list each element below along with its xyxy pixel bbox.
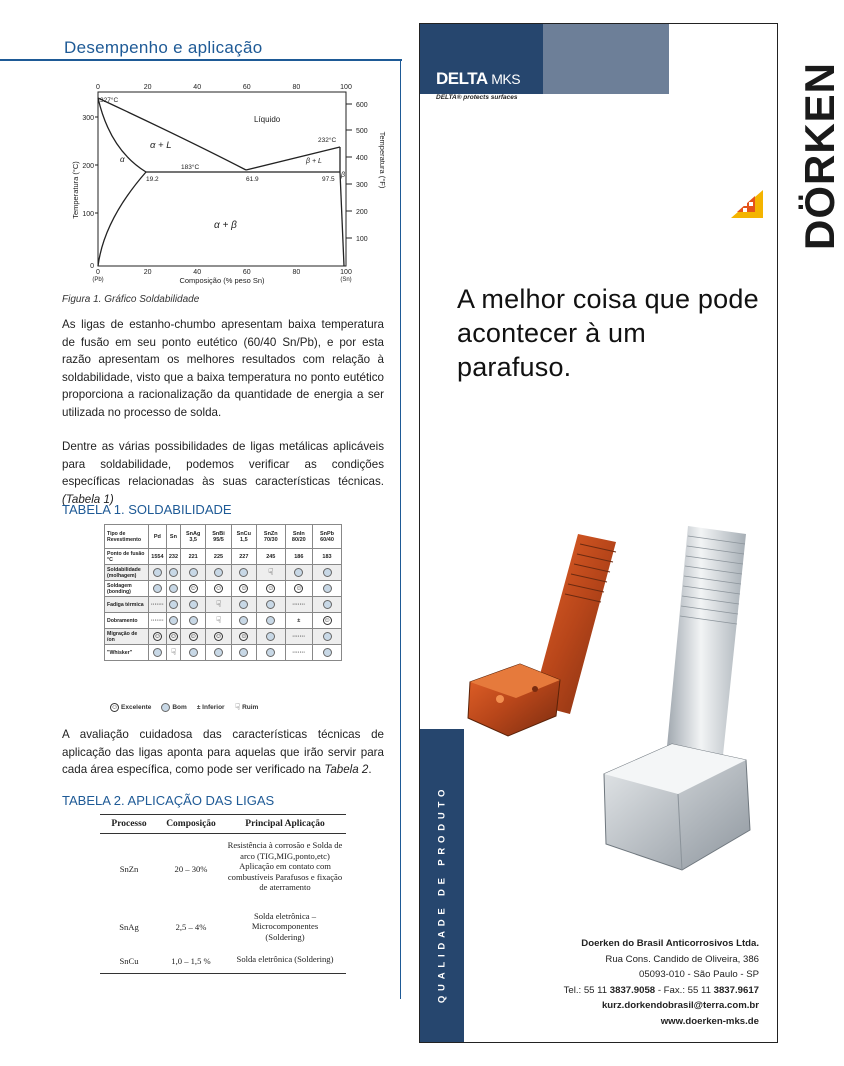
rating-bom — [149, 565, 167, 581]
table-row — [105, 629, 342, 645]
dorken-logo-icon — [731, 190, 763, 218]
table-1-body — [105, 549, 342, 661]
rating-excelente — [231, 581, 256, 597]
cell-value: 183 — [313, 549, 342, 565]
circle-icon — [153, 568, 162, 577]
rusty-bolt — [468, 534, 616, 736]
circle-icon — [161, 703, 170, 712]
circle-icon — [189, 616, 198, 625]
rating-excelente — [231, 629, 256, 645]
thumbs-down-icon: ☟ — [234, 702, 241, 712]
cell-processo: SnZn — [119, 864, 139, 874]
header-composicao: Composição — [158, 815, 224, 834]
header-cell: SnPb 60/40 — [313, 525, 342, 549]
left-tick: 200 — [82, 163, 94, 170]
rating-excelente — [313, 613, 342, 629]
brand-tagline: DELTA® protects surfaces — [436, 94, 518, 101]
label-alpha-l: α + L — [150, 140, 172, 151]
side-bar-text: QUALIDADE DE PRODUTO — [436, 784, 448, 1004]
rating-bom — [313, 565, 342, 581]
top-axis — [96, 84, 352, 91]
x-axis-label: Composição (% peso Sn) — [179, 276, 265, 285]
contact-block — [564, 936, 759, 1030]
column-divider — [400, 59, 401, 999]
y-axis-label-right: Temperatura (°F) — [378, 131, 387, 189]
website-link[interactable]: www.doerken-mks.de — [660, 1015, 759, 1027]
top-tick: 100 — [340, 84, 352, 91]
label-19-2: 19.2 — [146, 176, 159, 183]
thumbs-down-icon: ☟ — [268, 567, 274, 577]
table-row — [100, 834, 346, 905]
cell-value: 186 — [285, 549, 312, 565]
rating-na — [285, 629, 312, 645]
figure-caption: Figura 1. Gráfico Soldabilidade — [62, 294, 200, 305]
table-row — [105, 645, 342, 661]
header-cell: SnAg 3,5 — [181, 525, 206, 549]
solvus-right — [340, 172, 344, 266]
circle-icon — [239, 568, 248, 577]
cell-composicao: 2,5 – 4% — [175, 922, 207, 932]
rating-na — [285, 645, 312, 661]
tel-number: 3837.9058 — [609, 984, 656, 996]
circle-icon — [266, 600, 275, 609]
legend-ruim — [235, 702, 259, 713]
phone-line — [564, 983, 759, 999]
table-1-header — [105, 525, 342, 549]
legend-label: ± Inferior — [196, 704, 225, 711]
smile-icon: ☺ — [111, 704, 119, 711]
rating-ruim — [166, 645, 180, 661]
table-row — [105, 597, 342, 613]
rating-bom — [313, 645, 342, 661]
rating-bom — [181, 597, 206, 613]
right-tick: 200 — [356, 209, 368, 216]
legend-excelente — [110, 703, 151, 712]
cell-value: 221 — [181, 549, 206, 565]
left-tick: 100 — [82, 211, 94, 218]
rating-ruim — [206, 613, 231, 629]
rating-bom — [231, 645, 256, 661]
rating-excelente — [256, 581, 285, 597]
rating-excelente — [206, 629, 231, 645]
bolts-image — [420, 504, 777, 924]
smile-icon: ☺ — [189, 633, 197, 640]
rating-bom — [256, 629, 285, 645]
circle-icon — [214, 648, 223, 657]
row-label: Ponto de fusão °C — [105, 549, 149, 565]
legend-label: Ruim — [242, 704, 259, 711]
table-row — [105, 581, 342, 597]
bottom-tick: 60 — [242, 269, 251, 276]
legend-bom — [161, 703, 186, 712]
rating-bom — [166, 581, 180, 597]
label-232: 232°C — [318, 137, 337, 144]
bottom-tick: 40 — [193, 269, 202, 276]
rating-bom — [313, 597, 342, 613]
cell-composicao: 1,0 – 1,5 % — [158, 950, 224, 973]
rating-bom — [181, 645, 206, 661]
tel-prefix: Tel.: 55 11 — [563, 984, 610, 996]
circle-icon — [323, 568, 332, 577]
right-axis — [346, 102, 368, 243]
band-slate — [543, 24, 669, 94]
rating-bom — [231, 565, 256, 581]
circle-icon — [153, 648, 162, 657]
circle-icon — [189, 648, 198, 657]
right-tick: 300 — [356, 182, 368, 189]
right-tick: 400 — [356, 155, 368, 162]
bottom-tick: 100 — [340, 269, 352, 276]
dash-icon: ······· — [151, 617, 164, 624]
table-2-title: TABELA 2. APLICAÇÃO DAS LIGAS — [62, 793, 275, 808]
rating-bom — [149, 645, 167, 661]
bottom-axis — [92, 269, 352, 285]
paragraph-2-ref: (Tabela 1) — [62, 492, 114, 506]
title-rule — [0, 59, 402, 61]
row-label: "Whisker" — [105, 645, 149, 661]
rating-bom — [181, 613, 206, 629]
top-tick: 40 — [193, 84, 202, 91]
circle-icon — [323, 648, 332, 657]
cell-aplicacao: Solda eletrônica (Soldering) — [224, 950, 346, 973]
label-beta: β — [341, 172, 345, 179]
paragraph-3-text: A avaliação cuidadosa das características técnicas de aplicação das ligas aponta para aquelas que irão servir para cada área específica, como pode ser verificado na — [62, 728, 384, 777]
right-tick: 100 — [356, 236, 368, 243]
smile-icon: ☺ — [267, 585, 275, 592]
rating-bom — [149, 581, 167, 597]
label-61-9: 61.9 — [246, 176, 259, 183]
legend-label: Bom — [172, 704, 187, 711]
brand-mks: MKS — [491, 71, 521, 87]
cell-processo: SnAg — [119, 922, 139, 932]
header-processo: Processo — [100, 815, 158, 834]
table-row — [105, 549, 342, 565]
rating-bom — [166, 565, 180, 581]
label-327: 327°C — [100, 97, 119, 104]
label-97-5: 97.5 — [322, 176, 335, 183]
dash-icon: ······· — [292, 633, 306, 640]
cell-value: 227 — [231, 549, 256, 565]
cell-value: 232 — [166, 549, 180, 565]
table-row — [105, 613, 342, 629]
solvus-left — [98, 172, 146, 266]
smile-icon: ☺ — [169, 633, 178, 640]
dash-icon: ······· — [151, 601, 164, 608]
bottom-end-label: (Sn) — [340, 277, 352, 283]
dorken-box — [669, 24, 777, 254]
left-axis — [82, 115, 98, 270]
rating-ruim — [206, 597, 231, 613]
rating-excelente — [206, 581, 231, 597]
rating-excelente — [149, 629, 167, 645]
table-2-header — [100, 815, 346, 834]
circle-icon — [239, 616, 248, 625]
smile-icon: ☺ — [189, 585, 197, 592]
bottom-tick: 80 — [292, 269, 301, 276]
circle-icon — [189, 568, 198, 577]
cell-value: ± — [285, 613, 312, 629]
rating-bom — [181, 565, 206, 581]
paragraph-3 — [62, 726, 384, 779]
thumbs-down-icon: ☟ — [215, 599, 222, 609]
dash-icon: ······· — [292, 649, 306, 656]
silver-bolt — [604, 526, 750, 870]
cell-value: 1554 — [149, 549, 167, 565]
smile-icon: ☺ — [295, 585, 303, 592]
bottom-tick: 20 — [143, 269, 152, 276]
left-tick: 0 — [90, 263, 94, 270]
rating-bom — [285, 565, 312, 581]
top-tick: 20 — [143, 84, 152, 91]
circle-icon — [323, 632, 332, 641]
header-cell: SnBi 95/5 — [206, 525, 231, 549]
paragraph-3-ref: Tabela 2 — [324, 763, 369, 777]
circle-icon — [169, 616, 178, 625]
rating-bom — [256, 645, 285, 661]
table-soldabilidade — [104, 524, 342, 661]
rating-bom — [231, 613, 256, 629]
address-line-2: 05093-010 - São Paulo - SP — [638, 969, 759, 981]
paragraph-2 — [62, 438, 384, 508]
label-beta-l: β + L — [306, 158, 322, 165]
row-label: Soldabilidade (molhagem) — [105, 565, 149, 581]
rating-bom — [166, 597, 180, 613]
circle-icon — [239, 648, 248, 657]
circle-icon — [266, 616, 275, 625]
header-aplicacao: Principal Aplicação — [224, 815, 346, 834]
email-link[interactable]: kurz.dorkendobrasil@terra.com.br — [601, 1000, 759, 1012]
label-183: 183°C — [181, 164, 200, 171]
label-alpha-beta: α + β — [214, 220, 237, 231]
circle-icon — [153, 584, 162, 593]
rating-ruim — [256, 565, 285, 581]
circle-icon — [266, 632, 275, 641]
smile-icon: ☺ — [240, 585, 248, 592]
rating-excelente — [285, 581, 312, 597]
header-cell: SnCu 1,5 — [231, 525, 256, 549]
table-1-legend — [110, 702, 258, 713]
label-liquido: Líquido — [254, 115, 281, 124]
rating-bom — [166, 613, 180, 629]
legend-inferior — [197, 704, 225, 711]
circle-icon — [189, 600, 198, 609]
right-tick: 600 — [356, 102, 368, 109]
header-cell: Sn — [166, 525, 180, 549]
circle-icon — [214, 568, 223, 577]
right-tick: 500 — [356, 128, 368, 135]
table-row — [100, 950, 346, 973]
rating-excelente — [181, 629, 206, 645]
header-cell: SnIn 80/20 — [285, 525, 312, 549]
legend-label: Excelente — [121, 704, 152, 711]
top-tick: 80 — [292, 84, 301, 91]
rating-bom — [313, 581, 342, 597]
row-label: Migração de íon — [105, 629, 149, 645]
label-alpha: α — [120, 155, 125, 164]
table-1-title: TABELA 1. SOLDABILIDADE — [62, 502, 232, 517]
rating-bom — [206, 645, 231, 661]
cell-value: 245 — [256, 549, 285, 565]
circle-icon — [323, 600, 332, 609]
phase-diagram — [68, 80, 388, 290]
header-cell: SnZn 70/30 — [256, 525, 285, 549]
smile-icon: ☺ — [215, 633, 223, 640]
table-row — [105, 565, 342, 581]
paragraph-1: As ligas de estanho-chumbo apresentam baixa temperatura de fusão em seu ponto eutético (60/40 Sn/Pb), e por esta razão apresentam os melhores resultados com relação à soldabilidade, visto que a baixa temperatura no ponto eutético proporciona a racionalização da quantidade de energia a ser utilizada no processo de solda. — [62, 318, 384, 419]
rating-excelente — [166, 629, 180, 645]
circle-icon — [266, 648, 275, 657]
circle-icon — [294, 568, 303, 577]
header-cell: Tipo de Revestimento — [105, 525, 149, 549]
smile-icon: ☺ — [153, 633, 162, 640]
rating-bom — [231, 597, 256, 613]
thumbs-down-icon: ☟ — [215, 615, 222, 625]
row-label: Dobramento — [105, 613, 149, 629]
paragraph-3-end: . — [368, 763, 372, 777]
left-tick: 300 — [82, 115, 94, 122]
thumbs-down-icon: ☟ — [170, 647, 177, 657]
row-label: Fadiga térmica — [105, 597, 149, 613]
rating-bom — [256, 613, 285, 629]
cell-aplicacao: Resistência à corrosão e Solda de arco (TIG,MIG,ponto,etc) Aplicação em contato com combustíveis Parafusos e fixação de aterramento — [227, 840, 343, 892]
rating-excelente — [181, 581, 206, 597]
section-title: Desempenho e aplicação — [64, 38, 263, 57]
company-name: Doerken do Brasil Anticorrosivos Ltda. — [581, 938, 759, 949]
smile-icon: ☺ — [323, 617, 331, 624]
brand-delta: DELTA — [436, 69, 488, 88]
address-line-1: Rua Cons. Candido de Oliveira, 386 — [605, 953, 759, 965]
cell-value: 225 — [206, 549, 231, 565]
y-axis-label-left: Temperatura (°C) — [71, 161, 80, 219]
row-label: Soldagem (bonding) — [105, 581, 149, 597]
circle-icon — [239, 600, 248, 609]
rating-na — [149, 597, 167, 613]
smile-icon: ☺ — [215, 585, 223, 592]
rating-bom — [313, 629, 342, 645]
table-row — [100, 905, 346, 951]
cell-composicao: 20 – 30% — [174, 864, 208, 874]
rating-bom — [206, 565, 231, 581]
delta-mks-logo — [436, 69, 520, 89]
rating-bom — [256, 597, 285, 613]
cell-aplicacao: Solda eletrônica – Microcomponentes (Soldering) — [251, 910, 319, 942]
rating-na — [285, 597, 312, 613]
rating-na — [149, 613, 167, 629]
dash-icon: ······· — [292, 601, 306, 608]
header-cell: Pd — [149, 525, 167, 549]
cell-processo: SnCu — [100, 950, 158, 973]
top-tick: 60 — [242, 84, 251, 91]
liquidus-right — [246, 147, 340, 170]
circle-icon — [169, 568, 178, 577]
table-aplicacao — [100, 814, 346, 974]
fax-prefix: - Fax.: 55 11 — [655, 984, 714, 996]
bottom-end-label: (Pb) — [92, 277, 104, 283]
ad-headline: A melhor coisa que pode acontecer à um parafuso. — [457, 284, 759, 382]
advertisement — [419, 23, 844, 1043]
paragraph-2-text: Dentre as várias possibilidades de ligas metálicas aplicáveis para soldabilidade, podemos verificar as condições específicas relacionadas às suas características técnicas. — [62, 440, 384, 489]
circle-icon — [323, 584, 332, 593]
circle-icon — [169, 600, 178, 609]
top-tick: 0 — [96, 84, 100, 91]
circle-icon — [169, 584, 178, 593]
plot-frame — [98, 92, 346, 266]
fax-number: 3837.9617 — [713, 984, 759, 996]
dorken-logo-text: DÖRKEN — [796, 61, 844, 251]
smile-icon: ☺ — [240, 633, 248, 640]
bottom-tick: 0 — [96, 269, 100, 276]
